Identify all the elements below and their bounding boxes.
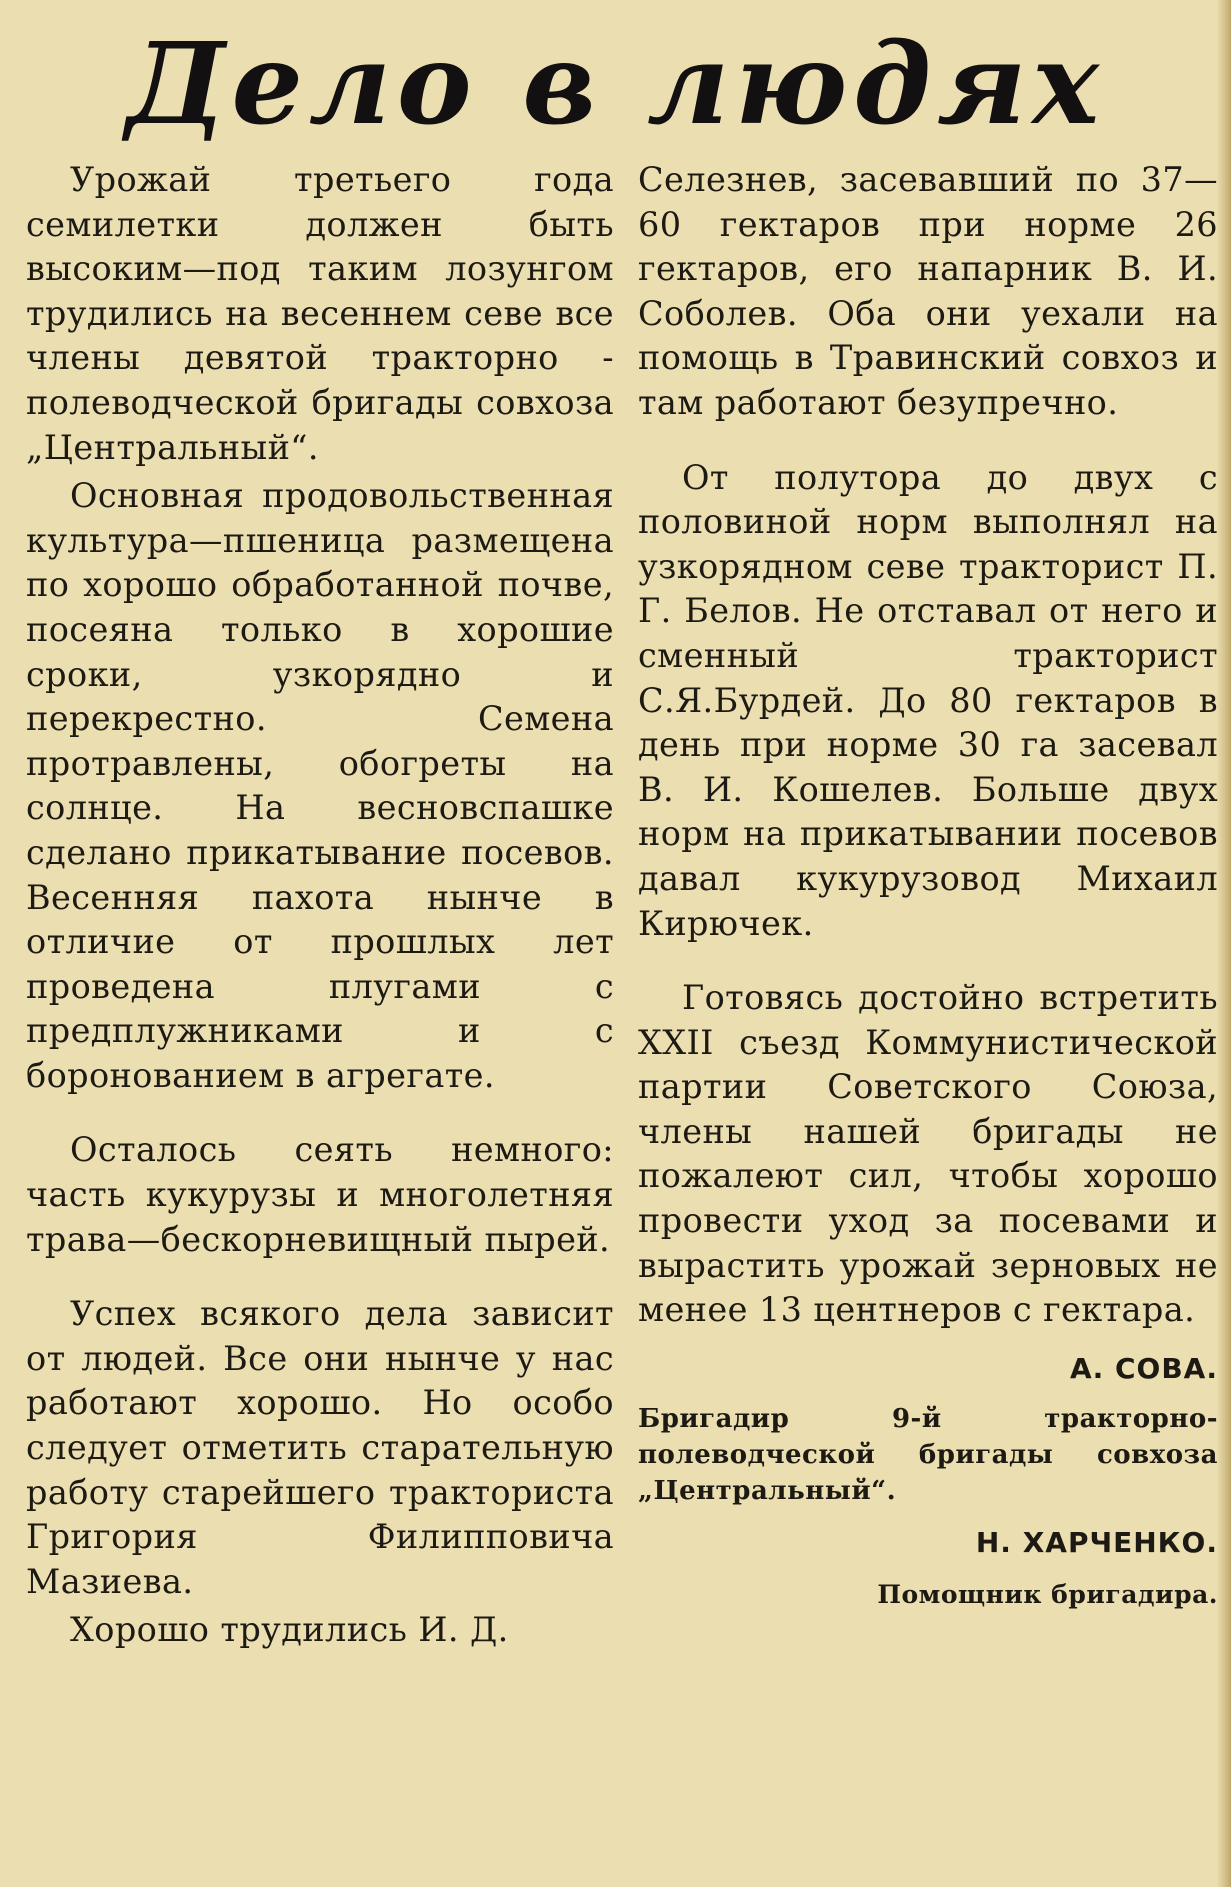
paper-edge [1217, 0, 1231, 1887]
author-role: Помощник бригадира. [877, 1579, 1218, 1609]
paragraph: Селезнев, засевавший по 37—60 гектаров при норме 26 гектаров, его напарник В. И. Соболев. Оба они уехали на помощь в Травинский совхоз и там работают безупречно. [638, 160, 1218, 422]
article-headline: Дело в людях [126, 19, 1105, 150]
left-column [26, 158, 614, 1653]
paragraph: Осталось сеять немного: часть кукурузы и многолетняя трава—бескорневищный пырей. [26, 1130, 614, 1259]
right-column [638, 158, 1218, 1613]
author-signature: А. СОВА. [1069, 1351, 1218, 1385]
paragraph: Успех всякого дела зависит от людей. Все они нынче у нас работают хорошо. Но особо следует отметить старательную работу старейшего тракториста Григория Филипповича Мазиева. [26, 1294, 614, 1601]
paragraph: Готовясь достойно встретить XXII съезд Коммунистической партии Советского Союза, члены нашей бригады не пожалеют сил, чтобы хорошо провести уход за посевами и вырастить урожай зерновых не менее 13 центнеров с гектара. [638, 978, 1218, 1330]
paragraph: От полутора до двух с половиной норм выполнял на узкорядном севе тракторист П. Г. Белов. Не отставал от него и сменный тракторист С.Я.Бурдей. До 80 гектаров в день при норме 30 га засевал В. И. Кошелев. Больше двух норм на прикатывании посевов давал кукурузовод Михаил Кирючек. [638, 457, 1218, 943]
paragraph: Хорошо трудились И. Д. [70, 1610, 509, 1650]
paragraph: Основная продовольственная культура—пшеница размещена по хорошо обработанной почве, посеяна только в хорошие сроки, узкорядно и перекрестно. Семена протравлены, обогреты на солнце. На весновспашке сделано прикатывание посевов. Весенняя пахота нынче в отличие от прошлых лет проведена плугами с предплужниками и с боронованием в агрегате. [26, 476, 614, 1095]
author-signature: Н. ХАРЧЕНКО. [975, 1525, 1218, 1559]
paragraph: Урожай третьего года семилетки должен быть высоким—под таким лозунгом трудились на весеннем севе все члены девятой тракторно - полеводческой бригады совхоза „Центральный“. [26, 160, 614, 467]
author-role: Бригадир 9-й тракторно-полеводческой бригады совхоза „Центральный“. [638, 1403, 1218, 1506]
